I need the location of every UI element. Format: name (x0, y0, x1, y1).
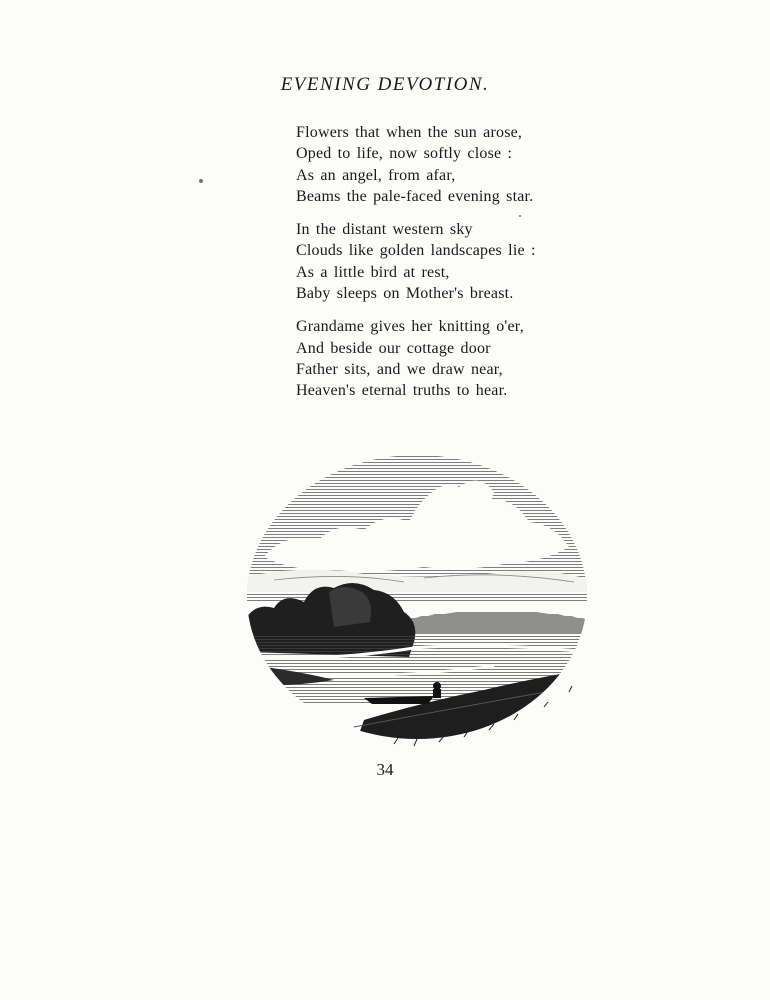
poem-line: As an angel, from afar, (296, 166, 456, 184)
stanza-3 (296, 316, 566, 401)
poem-line: Clouds like golden landscapes lie : (296, 242, 536, 260)
stanza-2 (296, 219, 566, 304)
paper-speck (519, 215, 521, 217)
poem-line: Oped to life, now softly close : (296, 145, 513, 163)
poem-line: Beams the pale-faced evening star. (296, 187, 534, 205)
poem-line: In the distant western sky (296, 221, 473, 239)
landscape-engraving (244, 452, 590, 748)
poem-line: As a little bird at rest, (296, 263, 450, 281)
stanza-1 (296, 122, 566, 207)
poem-line: Baby sleeps on Mother's breast. (296, 285, 514, 303)
poem-line: Flowers that when the sun arose, (296, 124, 523, 141)
poem-line: Father sits, and we draw near, (296, 360, 503, 378)
poem-line: And beside our cottage door (296, 339, 491, 357)
poem-body (296, 122, 566, 414)
paper-speck (199, 179, 203, 183)
poem-title: EVENING DEVOTION. (280, 74, 490, 95)
poem-line: Grandame gives her knitting o'er, (296, 318, 524, 336)
page-number: 34 (376, 760, 394, 779)
poem-line: Heaven's eternal truths to hear. (296, 382, 508, 400)
